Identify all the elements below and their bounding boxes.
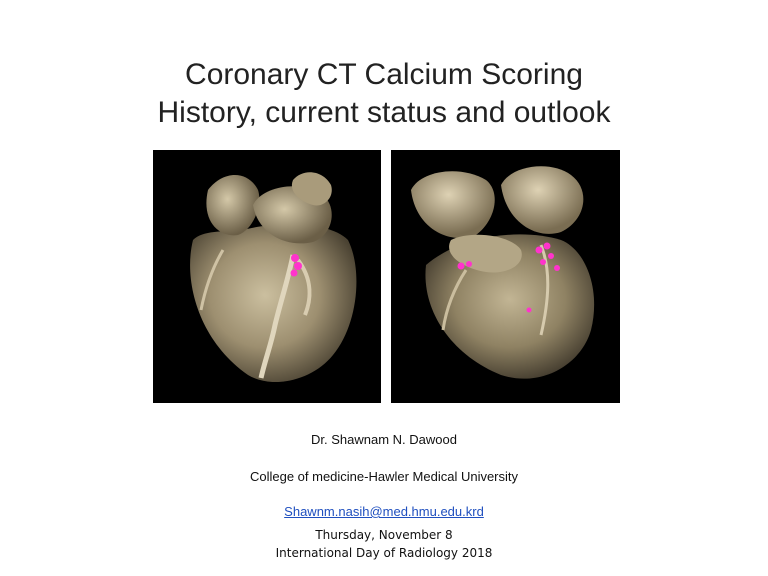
presentation-date: Thursday, November 8 bbox=[315, 528, 453, 542]
title-line-2: History, current status and outlook bbox=[157, 96, 611, 129]
affiliation: College of medicine-Hawler Medical University bbox=[249, 469, 519, 484]
calcium-marker bbox=[548, 253, 554, 259]
calcium-marker bbox=[291, 254, 299, 262]
ct-heart-image-right bbox=[391, 150, 620, 403]
calcium-marker bbox=[294, 262, 302, 270]
title-line-1: Coronary CT Calcium Scoring bbox=[185, 58, 583, 91]
ct-heart-image-left bbox=[153, 150, 381, 403]
event-name: International Day of Radiology 2018 bbox=[275, 546, 493, 560]
calcium-marker bbox=[544, 243, 551, 250]
heart-render-left bbox=[153, 150, 381, 403]
calcium-marker bbox=[554, 265, 560, 271]
calcium-marker bbox=[540, 259, 546, 265]
calcium-marker bbox=[291, 270, 298, 277]
slide-title bbox=[0, 56, 768, 132]
calcium-marker bbox=[466, 261, 472, 267]
calcium-marker bbox=[458, 263, 465, 270]
email-link[interactable]: Shawnm.nasih@med.hmu.edu.krd bbox=[284, 504, 484, 519]
heart-render-right bbox=[391, 150, 620, 403]
author-name: Dr. Shawnam N. Dawood bbox=[311, 432, 457, 447]
calcium-marker bbox=[527, 308, 532, 313]
calcium-marker bbox=[536, 247, 543, 254]
